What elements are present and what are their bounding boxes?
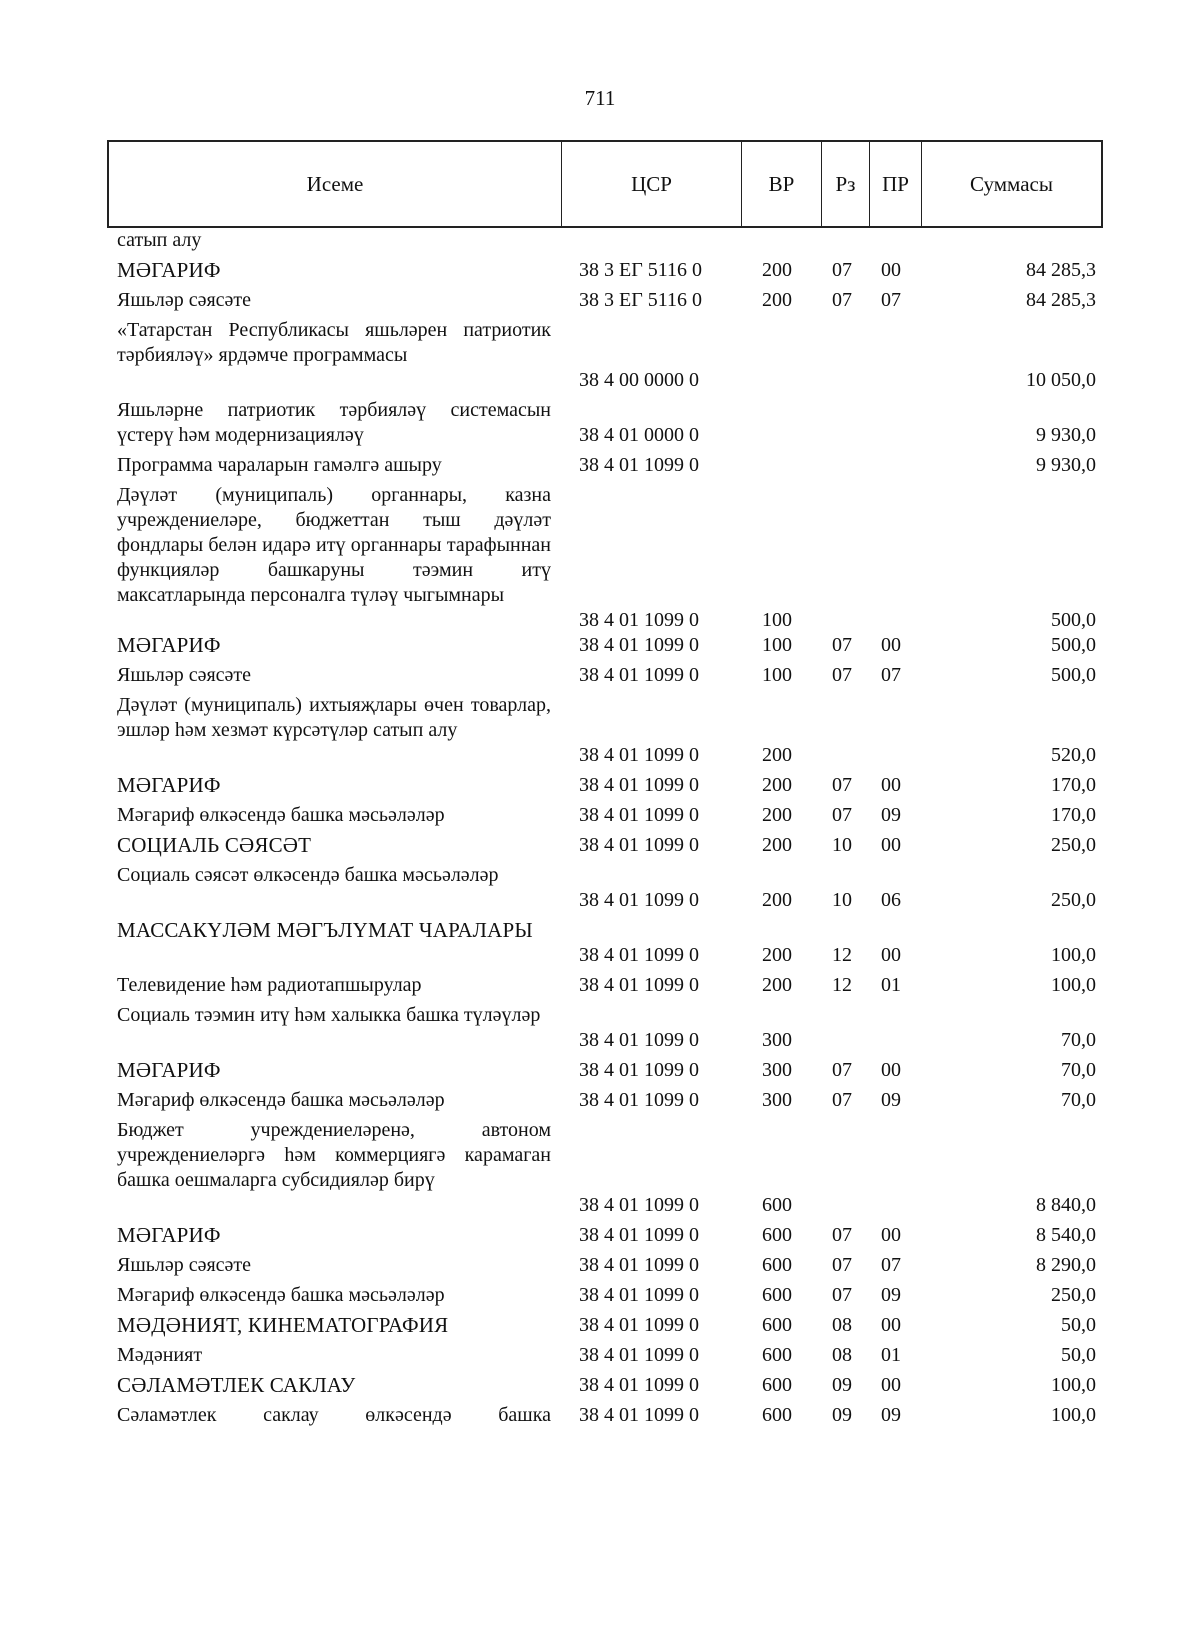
cell-vr: 200	[762, 259, 792, 281]
cell-csr: 38 4 01 1099 0	[579, 804, 699, 826]
cell-csr: 38 4 01 1099 0	[579, 634, 699, 656]
cell-rz: 12	[832, 974, 852, 996]
table-row	[0, 693, 1200, 768]
cell-csr: 38 3 ЕГ 5116 0	[579, 259, 703, 281]
cell-name: Бюджет учреждениеләренә, автоном учреждениеләргә һәм коммерциягә карамаган башка оешмаларга субсидияләр бирү	[117, 1119, 551, 1191]
cell-name: Яшьләр сәясәте	[117, 289, 252, 311]
cell-pr: 00	[881, 1059, 901, 1081]
table-row	[0, 1253, 1200, 1278]
table-row	[0, 973, 1200, 998]
cell-name: Мәгариф өлкәсендә башка мәсьәләләр	[117, 1284, 445, 1306]
cell-sum: 70,0	[1061, 1059, 1096, 1081]
cell-name: Мәдәният	[117, 1344, 203, 1366]
table-row	[0, 833, 1200, 858]
table-row	[0, 1118, 1200, 1218]
cell-name: Дәүләт (муниципаль) ихтыяҗлары өчен товарлар, эшләр һәм хезмәт күрсәтүләр сатып алу	[117, 694, 551, 741]
cell-vr: 600	[762, 1284, 792, 1306]
cell-sum: 8 840,0	[1036, 1194, 1096, 1216]
cell-pr: 00	[881, 1374, 901, 1396]
cell-csr: 38 4 01 1099 0	[579, 1374, 699, 1396]
cell-sum: 520,0	[1051, 744, 1096, 766]
cell-name: СӘЛАМӘТЛЕК САКЛАУ	[117, 1373, 356, 1397]
table-row	[0, 1313, 1200, 1338]
cell-pr: 00	[881, 1314, 901, 1336]
cell-pr: 00	[881, 259, 901, 281]
cell-vr: 200	[762, 774, 792, 796]
cell-rz: 07	[832, 634, 852, 656]
cell-name: МӘГАРИФ	[117, 258, 221, 282]
cell-csr: 38 4 01 1099 0	[579, 664, 699, 686]
cell-sum: 500,0	[1051, 634, 1096, 656]
cell-csr: 38 4 01 1099 0	[579, 1224, 699, 1246]
cell-vr: 600	[762, 1254, 792, 1276]
cell-rz: 09	[832, 1374, 852, 1396]
cell-csr: 38 3 ЕГ 5116 0	[579, 289, 703, 311]
cell-sum: 9 930,0	[1036, 454, 1096, 476]
cell-name: Яшьләрне патриотик тәрбияләү системасын үстерү һәм модернизацияләү	[117, 399, 551, 446]
table-row	[0, 398, 1200, 448]
table-row	[0, 1088, 1200, 1113]
cell-name: МӘГАРИФ	[117, 633, 221, 657]
cell-sum: 70,0	[1061, 1089, 1096, 1111]
cell-rz: 12	[832, 944, 852, 966]
table-row	[0, 633, 1200, 658]
table-row	[0, 1003, 1200, 1053]
cell-pr: 00	[881, 944, 901, 966]
cell-pr: 06	[881, 889, 901, 911]
cell-csr: 38 4 01 1099 0	[579, 1029, 699, 1051]
cell-rz: 07	[832, 1284, 852, 1306]
table-row	[0, 1058, 1200, 1083]
cell-name: Мәгариф өлкәсендә башка мәсьәләләр	[117, 1089, 445, 1111]
cell-name: Яшьләр сәясәте	[117, 664, 252, 686]
cell-sum: 8 540,0	[1036, 1224, 1096, 1246]
cell-vr: 600	[762, 1404, 792, 1426]
cell-pr: 09	[881, 1089, 901, 1111]
cell-vr: 200	[762, 974, 792, 996]
cell-csr: 38 4 01 1099 0	[579, 889, 699, 911]
cell-pr: 01	[881, 1344, 901, 1366]
cell-csr: 38 4 01 1099 0	[579, 1314, 699, 1336]
cell-vr: 100	[762, 609, 792, 631]
table-row	[0, 1403, 1200, 1428]
cell-vr: 300	[762, 1059, 792, 1081]
cell-vr: 600	[762, 1194, 792, 1216]
cell-vr: 100	[762, 634, 792, 656]
cell-sum: 84 285,3	[1026, 259, 1096, 281]
table-row	[0, 1343, 1200, 1368]
table-row	[0, 918, 1200, 968]
cell-name: МАССАКҮЛӘМ МӘГЪЛҮМАТ ЧАРАЛАРЫ	[117, 918, 533, 942]
cell-rz: 07	[832, 289, 852, 311]
cell-csr: 38 4 01 1099 0	[579, 1344, 699, 1366]
cell-name: Социаль тәэмин итү һәм халыкка башка түләүләр	[117, 1004, 541, 1026]
cell-vr: 600	[762, 1224, 792, 1246]
cell-rz: 10	[832, 834, 852, 856]
cell-rz: 07	[832, 804, 852, 826]
cell-sum: 250,0	[1051, 834, 1096, 856]
cell-csr: 38 4 01 1099 0	[579, 1089, 699, 1111]
cell-csr: 38 4 01 1099 0	[579, 774, 699, 796]
cell-vr: 300	[762, 1089, 792, 1111]
cell-csr: 38 4 01 1099 0	[579, 1404, 699, 1426]
cell-csr: 38 4 01 1099 0	[579, 1059, 699, 1081]
column-header-csr: ЦСР	[562, 142, 742, 226]
cell-vr: 200	[762, 889, 792, 911]
table-row	[0, 773, 1200, 798]
cell-vr: 600	[762, 1344, 792, 1366]
cell-rz: 08	[832, 1344, 852, 1366]
cell-pr: 09	[881, 1404, 901, 1426]
cell-sum: 9 930,0	[1036, 424, 1096, 446]
table-row	[0, 318, 1200, 393]
cell-csr: 38 4 01 1099 0	[579, 609, 699, 631]
cell-vr: 600	[762, 1314, 792, 1336]
column-header-rz: Рз	[822, 142, 870, 226]
cell-name: Мәгариф өлкәсендә башка мәсьәләләр	[117, 804, 445, 826]
cell-csr: 38 4 01 1099 0	[579, 1284, 699, 1306]
cell-rz: 07	[832, 1089, 852, 1111]
cell-name: «Татарстан Республикасы яшьләрен патриотик тәрбияләү» ярдәмче программасы	[117, 319, 551, 366]
cell-name: Дәүләт (муниципаль) органнары, казна учреждениеләре, бюджеттан тыш дәүләт фондлары белән идарә итү органнары тарафыннан функцияләр башкаруны тәэмин итү максатларында персоналга түләү чыгымнары	[117, 484, 551, 606]
cell-pr: 00	[881, 834, 901, 856]
cell-vr: 200	[762, 744, 792, 766]
cell-vr: 600	[762, 1374, 792, 1396]
cell-name: Сәламәтлек саклау өлкәсендә башка	[117, 1404, 551, 1426]
column-header-pr: ПР	[870, 142, 922, 226]
cell-sum: 100,0	[1051, 1404, 1096, 1426]
cell-rz: 09	[832, 1404, 852, 1426]
cell-sum: 10 050,0	[1026, 369, 1096, 391]
cell-sum: 170,0	[1051, 804, 1096, 826]
cell-sum: 84 285,3	[1026, 289, 1096, 311]
column-header-vr: ВР	[742, 142, 822, 226]
table-header	[107, 140, 1103, 228]
page-number: 711	[584, 86, 616, 110]
cell-rz: 07	[832, 664, 852, 686]
cell-rz: 10	[832, 889, 852, 911]
cell-rz: 07	[832, 774, 852, 796]
cell-rz: 07	[832, 1254, 852, 1276]
cell-csr: 38 4 01 1099 0	[579, 834, 699, 856]
table-row	[0, 663, 1200, 688]
table-row	[0, 453, 1200, 478]
cell-csr: 38 4 01 1099 0	[579, 454, 699, 476]
cell-name: Социаль сәясәт өлкәсендә башка мәсьәләләр	[117, 864, 499, 886]
cell-vr: 200	[762, 834, 792, 856]
cell-pr: 09	[881, 804, 901, 826]
cell-pr: 09	[881, 1284, 901, 1306]
column-header-name: Исеме	[109, 142, 562, 226]
cell-sum: 170,0	[1051, 774, 1096, 796]
cell-sum: 500,0	[1051, 609, 1096, 631]
cell-vr: 200	[762, 804, 792, 826]
cell-pr: 01	[881, 974, 901, 996]
cell-pr: 00	[881, 1224, 901, 1246]
table-row	[0, 288, 1200, 313]
table-row	[0, 258, 1200, 283]
cell-vr: 100	[762, 664, 792, 686]
cell-pr: 07	[881, 289, 901, 311]
cell-sum: 100,0	[1051, 944, 1096, 966]
cell-rz: 07	[832, 1224, 852, 1246]
cell-csr: 38 4 01 0000 0	[579, 424, 699, 446]
cell-csr: 38 4 01 1099 0	[579, 744, 699, 766]
cell-name: сатып алу	[117, 229, 202, 251]
cell-csr: 38 4 01 1099 0	[579, 944, 699, 966]
cell-sum: 50,0	[1061, 1314, 1096, 1336]
cell-pr: 00	[881, 634, 901, 656]
table-row	[0, 1283, 1200, 1308]
table-row	[0, 863, 1200, 913]
cell-sum: 8 290,0	[1036, 1254, 1096, 1276]
table-row	[0, 483, 1200, 633]
cell-name: МӘГАРИФ	[117, 1223, 221, 1247]
cell-name: Яшьләр сәясәте	[117, 1254, 252, 1276]
cell-sum: 70,0	[1061, 1029, 1096, 1051]
cell-sum: 250,0	[1051, 889, 1096, 911]
cell-sum: 50,0	[1061, 1344, 1096, 1366]
cell-name: МӘГАРИФ	[117, 1058, 221, 1082]
table-row	[0, 1373, 1200, 1398]
cell-vr: 200	[762, 944, 792, 966]
cell-csr: 38 4 01 1099 0	[579, 1254, 699, 1276]
column-header-sum: Суммасы	[970, 171, 1053, 196]
cell-sum: 100,0	[1051, 1374, 1096, 1396]
table-row	[0, 803, 1200, 828]
table-row	[0, 1223, 1200, 1248]
cell-sum: 250,0	[1051, 1284, 1096, 1306]
cell-name: Телевидение һәм радиотапшырулар	[117, 974, 422, 996]
cell-pr: 07	[881, 1254, 901, 1276]
cell-csr: 38 4 00 0000 0	[579, 369, 699, 391]
cell-name: МӘДӘНИЯТ, КИНЕМАТОГРАФИЯ	[117, 1313, 449, 1337]
cell-sum: 100,0	[1051, 974, 1096, 996]
cell-rz: 08	[832, 1314, 852, 1336]
cell-name: СОЦИАЛЬ СӘЯСӘТ	[117, 833, 312, 857]
cell-csr: 38 4 01 1099 0	[579, 974, 699, 996]
table-row	[0, 228, 1200, 253]
cell-rz: 07	[832, 259, 852, 281]
cell-sum: 500,0	[1051, 664, 1096, 686]
cell-name: Программа чараларын гамәлгә ашыру	[117, 454, 442, 476]
cell-rz: 07	[832, 1059, 852, 1081]
cell-pr: 00	[881, 774, 901, 796]
cell-pr: 07	[881, 664, 901, 686]
cell-vr: 200	[762, 289, 792, 311]
cell-csr: 38 4 01 1099 0	[579, 1194, 699, 1216]
cell-vr: 300	[762, 1029, 792, 1051]
cell-name: МӘГАРИФ	[117, 773, 221, 797]
